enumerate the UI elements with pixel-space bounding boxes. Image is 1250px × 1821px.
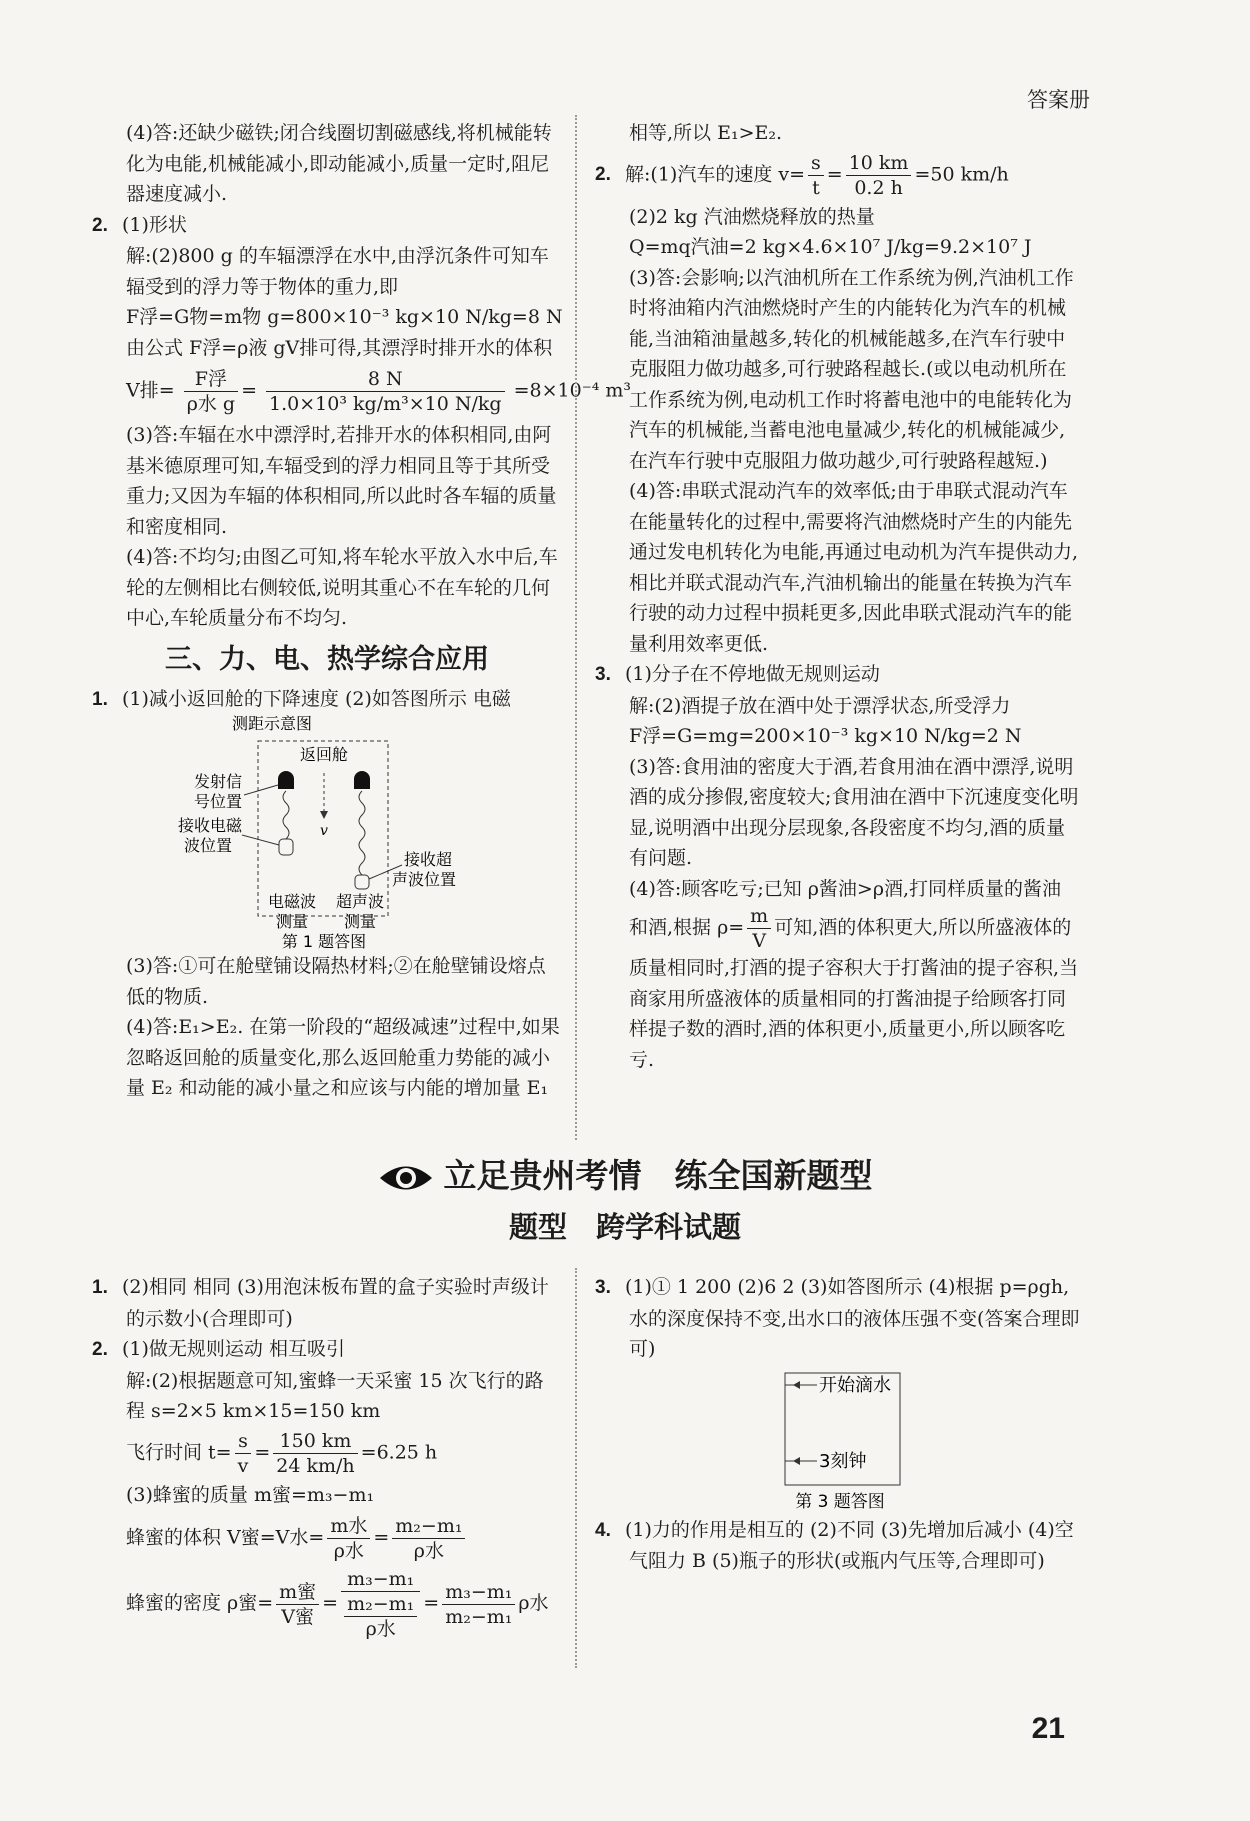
question-number: 3. [595, 664, 611, 685]
recv-em-label-2: 波位置 [183, 836, 232, 855]
right-column-top [595, 118, 1080, 1075]
q2-formula-1: F浮=G物=m物 g=800×10⁻³ kg×10 N/kg=8 N [126, 306, 563, 328]
recv-em-label-1: 接收电磁 [177, 816, 242, 835]
s3-q1-part1: 1. (1)减小返回舱的下降速度 (2)如答图所示 电磁 [92, 684, 562, 716]
diagram-caption: 第 1 题答图 [281, 932, 367, 951]
r-q3-part1: 3. (1)分子在不停地做无规则运动 [595, 659, 1080, 691]
r-q3-part2: 解:(2)酒提子放在酒中处于漂浮状态,所受浮力 [629, 694, 1011, 717]
q2-part1: 2. (1)形状 [92, 210, 562, 242]
r-q3-part3: (3)答:食用油的密度大于酒,若食用油在酒中漂浮,说明酒的成分掺假,密度较大;食用油在酒中下沉速度变化明显,说明酒中出现分层现象,各段密度不均匀,酒的质量有问题. [629, 755, 1079, 869]
velocity-label: v [320, 823, 328, 839]
q1-4-answer: (4)答:还缺少磁铁;闭合线圈切割磁感线,将机械能转化为电能,机械能减小,即动能减小,质量一定时,阻尼器速度减小. [126, 122, 552, 205]
page-header: 答案册 [1027, 88, 1090, 112]
b-q4: 4. (1)力的作用是相互的 (2)不同 (3)先增加后减小 (4)空气阻力 B (5)瓶子的形状(或瓶内气压等,合理即可) [595, 1515, 1080, 1577]
question-number: 2. [595, 164, 611, 185]
us-measure-2: 测量 [343, 912, 377, 931]
b-q1: 1. (2)相同 相同 (3)用泡沫板布置的盒子实验时声级计的示数小(合理即可) [92, 1272, 562, 1334]
section-title: 三、力、电、热学综合应用 [165, 643, 489, 675]
b-q3: 3. (1)① 1 200 (2)6 2 (3)如答图所示 (4)根据 p=ρgh,水的深度保持不变,出水口的液体压强不变(答案合理即可) [595, 1272, 1080, 1365]
r-q2-part3: (3)答:会影响;以汽油机所在工作系统为例,汽油机工作时将油箱内汽油燃烧时产生的内能转化为汽车的机械能,当油箱油量越多,转化的机械能越多,在汽车行驶中克服阻力做功越多,可行驶路程越长.(或以电动机所在工作系统为例,电动机工作时将蓄电池中的电能转化为汽车的机械能,当蓄电池电量减少,转化的机械能减少,在汽车行驶中克服阻力做功越少,可行驶路程越短.) [629, 266, 1074, 472]
emit-label-2: 号位置 [193, 792, 242, 811]
em-measure-2: 测量 [275, 912, 309, 931]
column-divider-top [575, 115, 577, 1140]
b-q2-part1: 2. (1)做无规则运动 相互吸引 [92, 1334, 562, 1366]
b-q2-time: 飞行时间 t= $\frac{s}{v}$ = $\frac{150 km}{24 km/h}$ =6.25 h [126, 1429, 438, 1477]
r-q2-part4: (4)答:串联式混动汽车的效率低;由于串联式混动汽车在能量转化的过程中,需要将汽油燃烧时产生的内能先通过发电机转化为电能,再通过电动机为汽车提供动力,相比并联式混动汽车,汽油机输出的能量在转换为汽车行驶的动力过程中损耗更多,因此串联式混动汽车的能量利用效率更低. [629, 480, 1079, 655]
ranging-diagram [92, 715, 562, 951]
column-divider-bottom [575, 1268, 577, 1668]
emit-label-1: 发射信 [193, 772, 242, 791]
s3-q1-part4: (4)答:E₁>E₂. 在第一阶段的“超级减速”过程中,如果忽略返回舱的质量变化,那么返回舱重力势能的减小量 E₂ 和动能的减小量之和应该与内能的增加量 E₁ [126, 1016, 560, 1099]
r-q3-formula: F浮=G=mg=200×10⁻³ kg×10 N/kg=2 N [629, 725, 1022, 747]
eye-icon [378, 1161, 434, 1195]
continuation: 相等,所以 E₁>E₂. [629, 122, 783, 144]
question-number: 2. [92, 1339, 108, 1360]
chapter-banner [0, 1150, 1250, 1197]
q2-formula-2: 由公式 F浮=ρ液 gV排可得,其漂浮时排开水的体积 [126, 336, 553, 359]
r-q2-part1: 2. 解:(1)汽车的速度 v= $\frac{s}{t}$ = $\frac{10 km}{0.2 h}$ =50 km/h [595, 151, 1009, 199]
q2-part2: 解:(2)800 g 的车辐漂浮在水中,由浮沉条件可知车辐受到的浮力等于物体的重力,即 [126, 245, 549, 298]
recv-us-label-1: 接收超 [404, 850, 453, 869]
b-q2-volume: 蜂蜜的体积 V蜜=V水= $\frac{\text{m水}}{\text{ρ水}}$ = $\frac{\text{m₂−m₁}}{\text{ρ水}}$ [92, 1514, 562, 1563]
r-q2-formula: Q=mq汽油=2 kg×4.6×10⁷ J/kg=9.2×10⁷ J [629, 236, 1032, 258]
q2-part3: (3)答:车辐在水中漂浮时,若排开水的体积相同,由阿基米德原理可知,车辐受到的浮力相同且等于其所受重力;又因为车辐的体积相同,所以此时各车辐的质量和密度相同. [126, 424, 557, 538]
q2-formula-3: V排= $\frac{\text{F浮}}{\text{ρ水 g}}$ = $\frac{8 N}{\text{1.0×10³ kg/m³×10 N/kg}}$ =8×10⁻⁴ m³ [126, 368, 632, 415]
s3-q1-part3: (3)答:①可在舱壁铺设隔热材料;②在舱壁铺设熔点低的物质. [126, 955, 546, 1008]
em-measure-1: 电磁波 [267, 892, 317, 911]
page-number: 21 [1031, 1712, 1065, 1745]
banner-text: 立足贵州考情 练全国新题型 [443, 1156, 873, 1195]
recv-us-label-2: 声波位置 [392, 870, 457, 889]
diagram-title: 测距示意图 [231, 715, 313, 733]
q2-part4: (4)答:不均匀;由图乙可知,将车轮水平放入水中后,车轮的左侧相比右侧较低,说明其重心不在车轮的几何中心,车轮质量分布不均匀. [126, 546, 558, 629]
diagram-caption: 第 3 题答图 [795, 1491, 885, 1512]
start-drip-label: 开始滴水 [819, 1374, 891, 1396]
question-number: 1. [92, 688, 108, 710]
us-measure-1: 超声波 [335, 892, 385, 911]
r-q3-part4: (4)答:顾客吃亏;已知 ρ酱油>ρ酒,打同样质量的酱油和酒,根据 ρ= $\frac{m}{V}$ 可知,酒的体积更大,所以所盛液体的质量相同时,打酒的提子容积大于打酱油的提子容积,当商家用所盛液体的质量相同的打酱油提子给顾客打同样提子数的酒时,酒的体积更小,质量更小,所以顾客吃亏. [629, 877, 1079, 1071]
b-q2-density: 蜂蜜的密度 ρ蜜= $\frac{\text{m蜜}}{\text{V蜜}}$ = $\frac{\text{m₃−m₁}}{\frac{\text{m₂−m₁}}{\text{ρ水}}}$ = $\frac{\text{m₃−m₁}}{\text{m₂−m₁}}$ ρ水 [126, 1568, 549, 1640]
question-type-title: 题型 跨学科试题 [508, 1210, 741, 1244]
right-column-bottom [595, 1272, 1080, 1577]
question-number: 3. [595, 1277, 611, 1298]
ke-label: 3刻钟 [819, 1450, 867, 1472]
left-column-top [92, 118, 632, 1104]
question-number: 1. [92, 1277, 108, 1298]
question-number: 2. [92, 214, 108, 236]
question-number: 4. [595, 1519, 611, 1541]
left-column-bottom [92, 1272, 562, 1645]
b-q2-mass: (3)蜂蜜的质量 m蜜=m₃−m₁ [126, 1483, 375, 1506]
water-clock-diagram [595, 1365, 1080, 1515]
b-q2-part2: 解:(2)根据题意可知,蜜蜂一天采蜜 15 次飞行的路程 s=2×5 km×15=150 km [126, 1369, 544, 1422]
capsule-label: 返回舱 [299, 745, 349, 764]
r-q2-part2: (2)2 kg 汽油燃烧释放的热量 [629, 205, 875, 228]
